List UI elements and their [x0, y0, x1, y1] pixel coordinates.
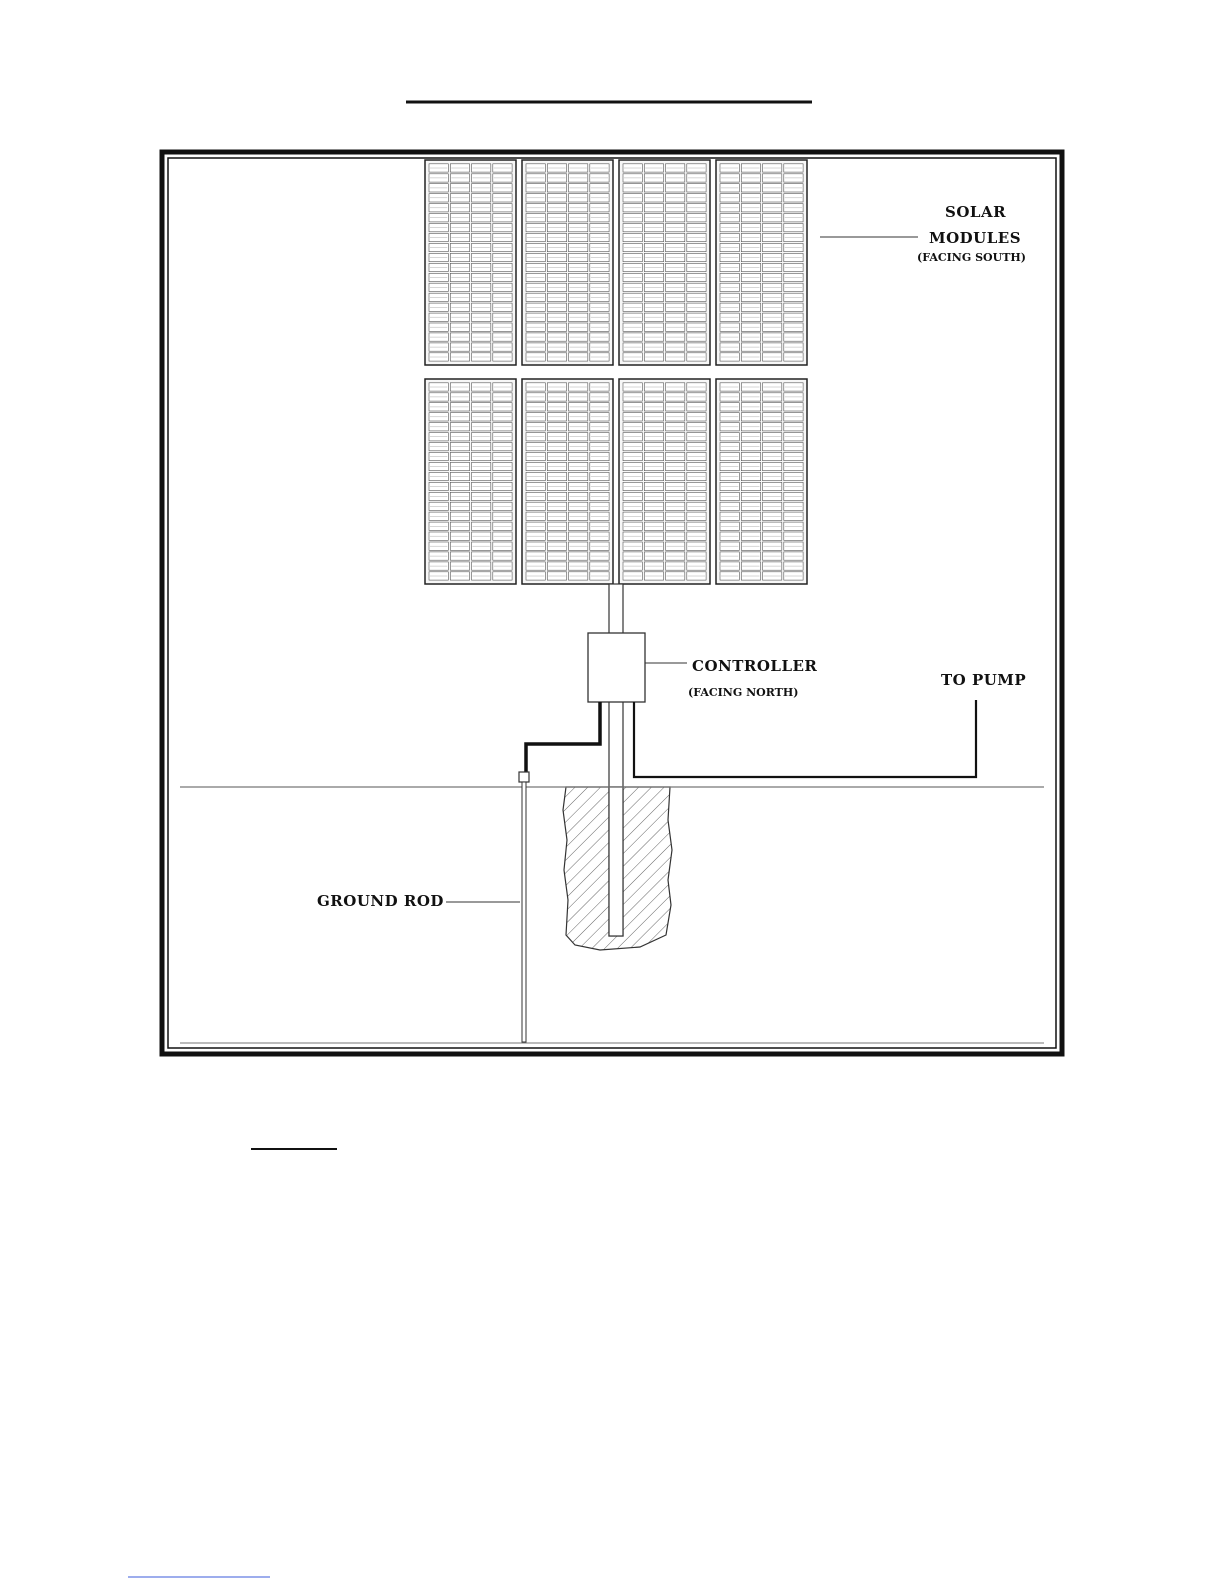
solar-module [522, 379, 613, 584]
ground-rod-clamp [519, 772, 529, 782]
solar-module [619, 379, 710, 584]
solar-facing-label: (FACING SOUTH) [917, 251, 1026, 264]
solar-module [522, 160, 613, 365]
controller-label: CONTROLLER [692, 657, 818, 675]
ground-rod-label: GROUND ROD [317, 892, 444, 910]
mounting-pole-buried [609, 787, 623, 936]
solar-label-line2: MODULES [929, 229, 1022, 247]
solar-module [716, 160, 807, 365]
solar-module-array [425, 160, 807, 584]
pump-cable [634, 700, 976, 777]
solar-module [716, 379, 807, 584]
solar-label-line1: SOLAR [945, 203, 1007, 221]
ground-wire [526, 702, 600, 772]
to-pump-label: TO PUMP [941, 671, 1027, 689]
controller-facing-label: (FACING NORTH) [688, 686, 799, 699]
controller-box [588, 633, 645, 702]
solar-module [425, 379, 516, 584]
ground-rod [522, 782, 526, 1042]
solar-module [619, 160, 710, 365]
solar-module [425, 160, 516, 365]
